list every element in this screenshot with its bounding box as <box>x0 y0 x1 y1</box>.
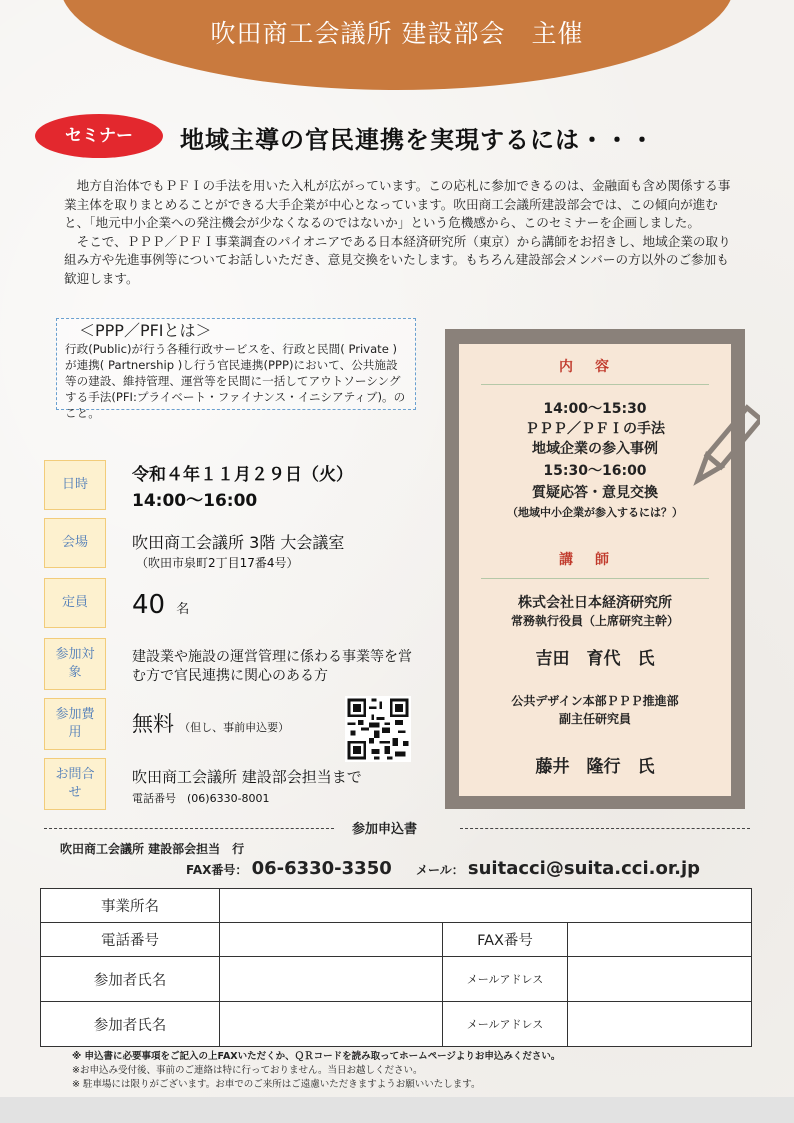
mail-address[interactable]: suitacci@suita.cci.or.jp <box>467 858 701 879</box>
note-2: ※お申込み受付後、事前のご連絡は特に行っておりません。当日お越しください。 <box>72 1065 423 1076</box>
divider <box>481 578 709 579</box>
session-time-2: 15:30～16:00 <box>543 463 647 479</box>
notes <box>72 1050 560 1092</box>
event-date: 令和４年１１月２９日（火） <box>132 465 353 485</box>
label-target: 参加対象 <box>44 638 106 690</box>
capacity-unit: 名 <box>176 602 190 617</box>
intro-paragraph-1: 地方自治体でもＰＦＩの手法を用いた入札が広がっています。この応札に参加できるのは、金融面も含め関係する事業主体を取りまとめることができる大手企業が中心となっています。吹田商工会議所建設部会では、この傾向が進むと、「地元中小企業への発注機会が少なくなるのではないか」という危機感から、このセミナーを企画しました。 <box>64 178 731 230</box>
session-topic-3-sub: （地域中小企業が参入するには？） <box>507 506 683 519</box>
page-title: 地域主導の官民連携を実現するには・・・ <box>180 126 655 154</box>
qr-code[interactable] <box>345 696 411 762</box>
fee-note: （但し、事前申込要） <box>179 721 290 734</box>
label-venue: 会場 <box>44 518 106 568</box>
capacity <box>132 590 189 620</box>
event-time: 14:00～16:00 <box>132 491 258 511</box>
contact-phone: 電話番号 (06)6330-8001 <box>132 792 270 805</box>
divider <box>481 384 709 385</box>
company-label: 事業所名 <box>41 889 220 923</box>
fax-label: FAX番号： <box>186 863 248 877</box>
intro-paragraph-2: そこで、ＰＰＰ／ＰＦＩ事業調査のパイオニアである日本経済研究所（東京）から講師をお招きし、地域企業の取り組み方や先進事例等についてお話しいただき、意見交換をいたします。もちろん建設部会メンバーの方以外のご参加も歓迎します。 <box>64 233 731 286</box>
lecturer-heading: 講師 <box>559 552 631 568</box>
fax-field[interactable] <box>568 923 752 957</box>
mail-label: メール： <box>415 863 464 877</box>
fax-number: 06-6330-3350 <box>251 858 392 879</box>
fee <box>132 708 289 738</box>
lecturer2-title: 副主任研究員 <box>558 712 631 726</box>
label-contact: お問合せ <box>44 758 106 810</box>
cut-line-left <box>44 828 334 829</box>
label-date: 日時 <box>44 460 106 510</box>
email1-label: メールアドレス <box>443 957 568 1002</box>
session-topic-1: ＰＰＰ／ＰＦＩの手法 <box>525 421 665 437</box>
lecturer1-org: 株式会社日本経済研究所 <box>518 595 672 611</box>
session-time-1: 14:00～15:30 <box>543 401 647 417</box>
email2-field[interactable] <box>568 1002 752 1047</box>
pencil-icon <box>690 398 760 498</box>
ppp-definition-box <box>56 318 416 420</box>
ppp-title: ＜PPP／PFIとは＞ <box>79 321 212 340</box>
participant1-field[interactable] <box>220 957 443 1002</box>
note-3: ※ 駐車場には限りがございます。お車でのご来所はご遠慮いただきますようお願いいたします。 <box>72 1079 481 1090</box>
bottom-strip <box>0 1097 794 1123</box>
phone-label: 電話番号 <box>41 923 220 957</box>
email2-label: メールアドレス <box>443 1002 568 1047</box>
intro-text <box>64 177 734 288</box>
capacity-number: 40 <box>132 590 166 620</box>
lecturer1-title: 常務執行役員（上席研究主幹） <box>510 614 679 628</box>
application-title: 参加申込書 <box>352 822 418 837</box>
ppp-body: 行政(Public)が行う各種行政サービスを、行政と民間( Private )が連携( Partnership )し行う官民連携(PPP)において、公共施設等の建設、維持管理、運営等を民間に一括してアウトソーシングする手法(PFI:プライベート・ファイナンス・イニシアティブ)。のこと。 <box>65 342 406 420</box>
participant2-field[interactable] <box>220 1002 443 1047</box>
contact: 吹田商工会議所 建設部会担当まで <box>132 768 362 786</box>
venue-name: 吹田商工会議所 3階 大会議室 <box>132 533 345 552</box>
cut-line-right <box>460 828 750 829</box>
label-capacity: 定員 <box>44 578 106 628</box>
participant1-label: 参加者氏名 <box>41 957 220 1002</box>
venue-address: （吹田市泉町2丁目17番4号） <box>136 556 299 570</box>
fax-label-cell: FAX番号 <box>443 923 568 957</box>
phone-field[interactable] <box>220 923 443 957</box>
application-form <box>40 888 752 1047</box>
label-fee: 参加費用 <box>44 698 106 750</box>
session-topic-2: 地域企業の参入事例 <box>532 441 658 457</box>
organizer-title: 吹田商工会議所 建設部会 主催 <box>210 19 584 48</box>
lecturer2-name: 藤井 隆行 氏 <box>535 757 655 777</box>
lecturer2-org: 公共デザイン本部ＰＰＰ推進部 <box>511 694 679 708</box>
email1-field[interactable] <box>568 957 752 1002</box>
lecturer1-name: 吉田 育代 氏 <box>535 649 655 669</box>
participant2-label: 参加者氏名 <box>41 1002 220 1047</box>
fax-mail-line <box>186 858 700 879</box>
session-topic-3: 質疑応答・意見交換 <box>532 485 658 501</box>
content-heading: 内容 <box>559 359 631 375</box>
seminar-badge: セミナー <box>35 114 163 158</box>
company-field[interactable] <box>220 889 752 923</box>
note-1: ※ 申込書に必要事項をご記入の上FAXいただくか、ＱＲコードを読み取ってホームページよりお申込みください。 <box>72 1051 561 1062</box>
addressee: 吹田商工会議所 建設部会担当 行 <box>60 842 245 856</box>
fee-value: 無料 <box>132 712 174 736</box>
target-audience: 建設業や施設の運営管理に係わる事業等を営む方で官民連携に関心のある方 <box>132 649 412 684</box>
